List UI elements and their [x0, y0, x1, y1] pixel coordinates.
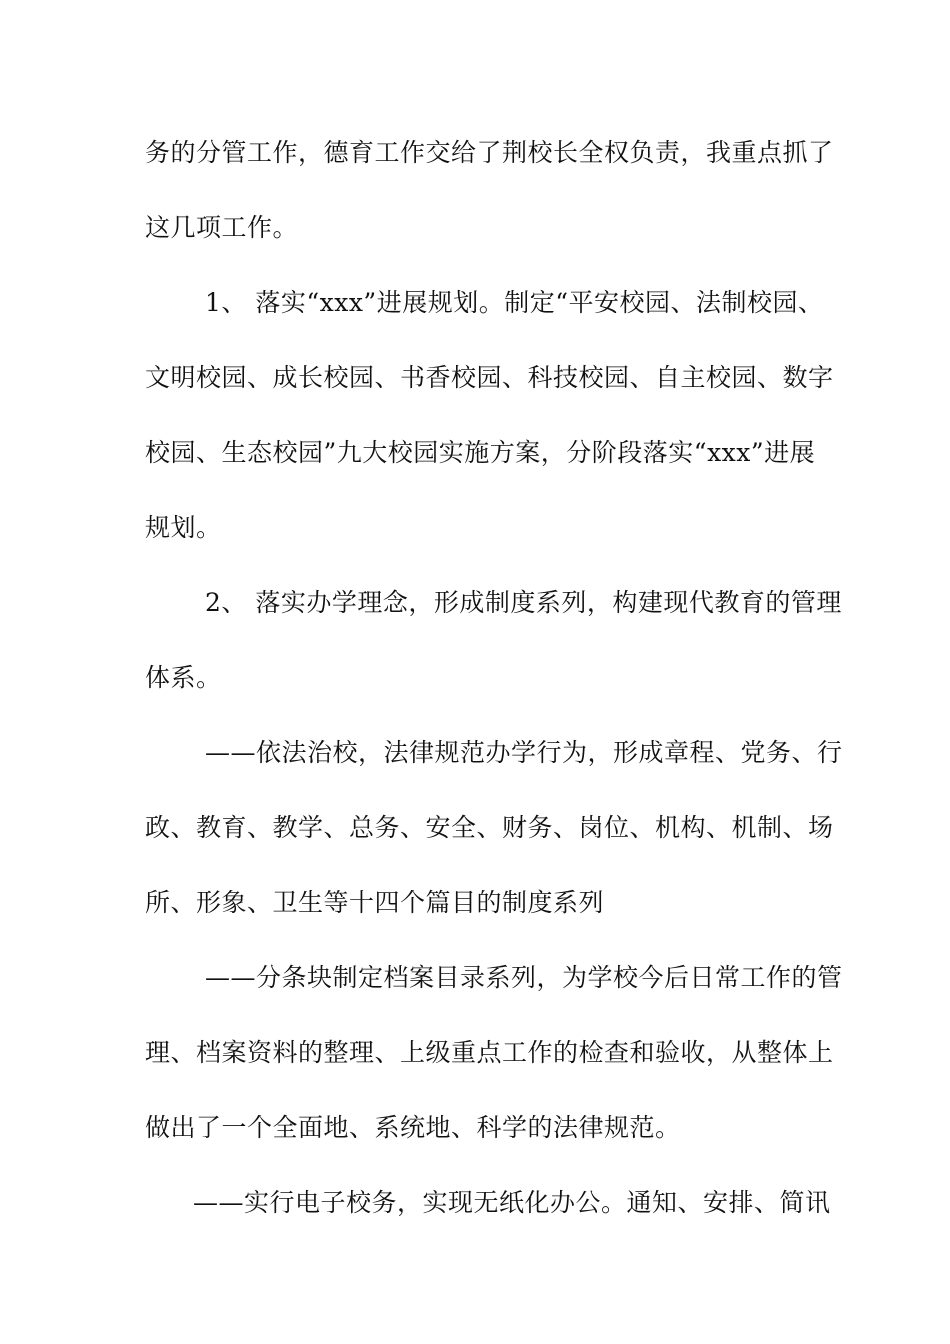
- dash-item-1-line-3: 所、形象、卫生等十四个篇目的制度系列: [145, 888, 605, 917]
- dash-item-2-line-2: 理、档案资料的整理、上级重点工作的检查和验收，从整体上: [145, 1038, 834, 1067]
- paragraph-line-1: 务的分管工作，德育工作交给了荆校长全权负责，我重点抓了: [145, 138, 834, 167]
- list-item-1-line-1: 1、 落实“xxx”进展规划。制定“平安校园、法制校园、: [205, 288, 824, 317]
- dash-item-1-line-1: ——依法治校，法律规范办学行为，形成章程、党务、行: [205, 738, 843, 767]
- list-item-1-line-3: 校园、生态校园”九大校园实施方案，分阶段落实“xxx”进展: [145, 438, 816, 467]
- dash-item-2-line-1: ——分条块制定档案目录系列，为学校今后日常工作的管: [205, 963, 843, 992]
- list-item-2-line-2: 体系。: [145, 663, 222, 692]
- list-item-1-line-2: 文明校园、成长校园、书香校园、科技校园、自主校园、数字: [145, 363, 834, 392]
- dash-item-2-line-3: 做出了一个全面地、系统地、科学的法律规范。: [145, 1113, 681, 1142]
- dash-item-3-line-1: ——实行电子校务，实现无纸化办公。通知、安排、简讯: [193, 1188, 831, 1217]
- dash-item-1-line-2: 政、教育、教学、总务、安全、财务、岗位、机构、机制、场: [145, 813, 834, 842]
- paragraph-line-2: 这几项工作。: [145, 213, 299, 242]
- list-item-2-line-1: 2、 落实办学理念，形成制度系列，构建现代教育的管理: [205, 588, 842, 617]
- list-item-1-line-4: 规划。: [145, 513, 222, 542]
